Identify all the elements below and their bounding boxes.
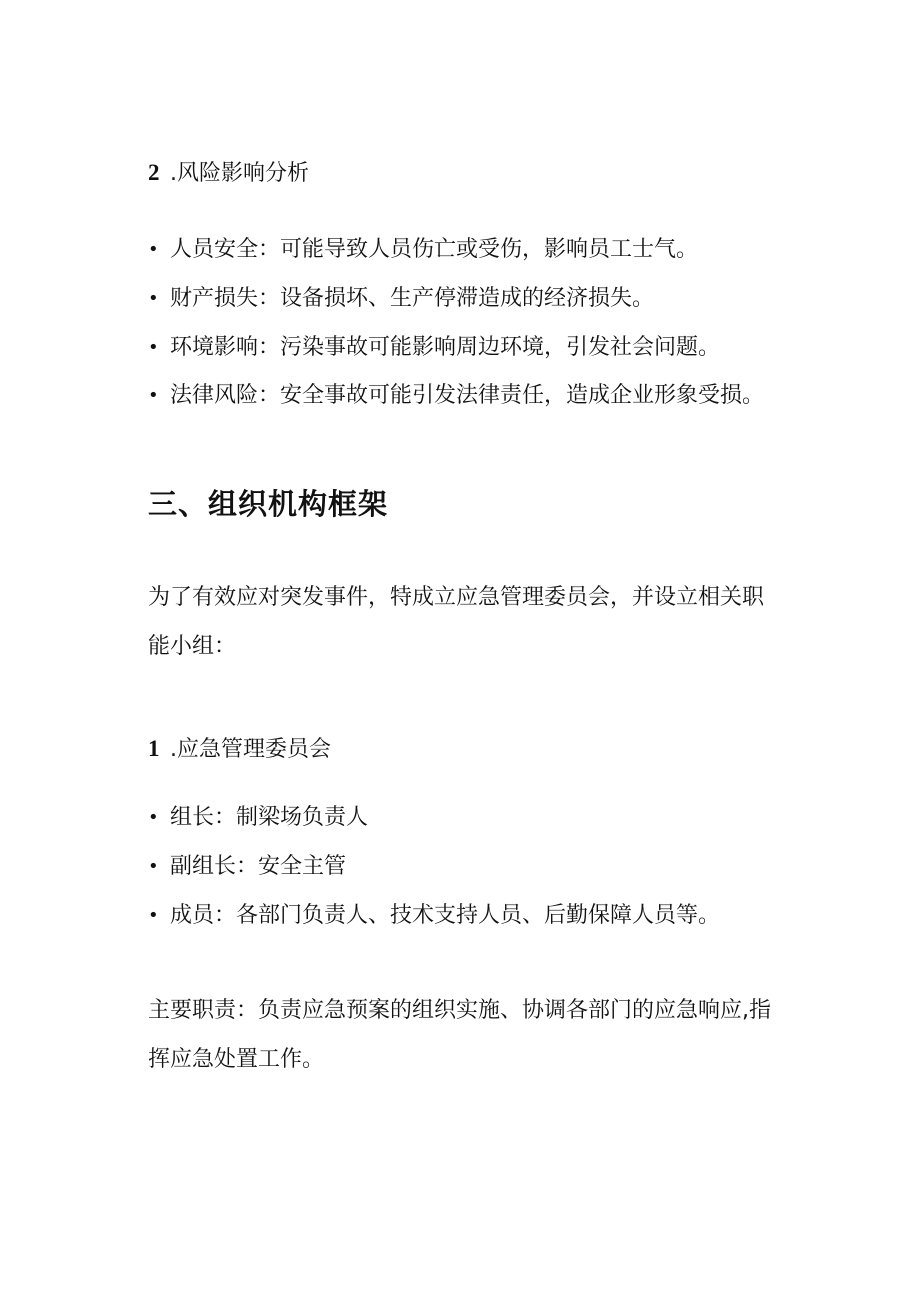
intro-paragraph-line2: 能小组：	[148, 634, 237, 659]
list-item	[148, 235, 698, 265]
bullet-icon: •	[148, 905, 159, 926]
list-item	[148, 333, 720, 363]
list-item	[148, 803, 368, 833]
list-item-text: 成员：各部门负责人、技术支持人员、后勤保障人员等。	[170, 903, 721, 928]
committee-heading	[148, 734, 331, 765]
list-item-text: 财产损失：设备损坏、生产停滞造成的经济损失。	[170, 286, 655, 311]
bullet-icon: •	[148, 385, 159, 406]
duties-paragraph-line1: 主要职责：负责应急预案的组织实施、协调各部门的应急响应,指	[148, 998, 771, 1023]
heading-number: 1	[148, 736, 160, 761]
list-item	[148, 901, 720, 931]
section-title: 三、组织机构框架	[148, 487, 389, 521]
intro-paragraph-line1: 为了有效应对突发事件，特成立应急管理委员会，并设立相关职	[148, 585, 765, 610]
list-item-text: 环境影响：污染事故可能影响周边环境，引发社会问题。	[170, 335, 721, 360]
risk-analysis-heading	[148, 158, 309, 189]
duties-paragraph-line2: 挥应急处置工作。	[148, 1047, 325, 1072]
heading-title: .应急管理委员会	[170, 737, 331, 762]
bullet-icon: •	[148, 337, 159, 358]
list-item-text: 人员安全：可能导致人员伤亡或受伤，影响员工士气。	[170, 237, 699, 262]
list-item	[148, 381, 764, 411]
heading-number: 2	[148, 160, 160, 185]
bullet-icon: •	[148, 856, 159, 877]
list-item-text: 副组长：安全主管	[170, 854, 347, 879]
bullet-icon: •	[148, 807, 159, 828]
bullet-icon: •	[148, 288, 159, 309]
list-item-text: 组长：制梁场负责人	[170, 805, 369, 830]
list-item	[148, 852, 346, 882]
list-item-text: 法律风险：安全事故可能引发法律责任，造成企业形象受损。	[170, 383, 765, 408]
heading-title: .风险影响分析	[170, 161, 309, 186]
list-item	[148, 284, 654, 314]
bullet-icon: •	[148, 239, 159, 260]
